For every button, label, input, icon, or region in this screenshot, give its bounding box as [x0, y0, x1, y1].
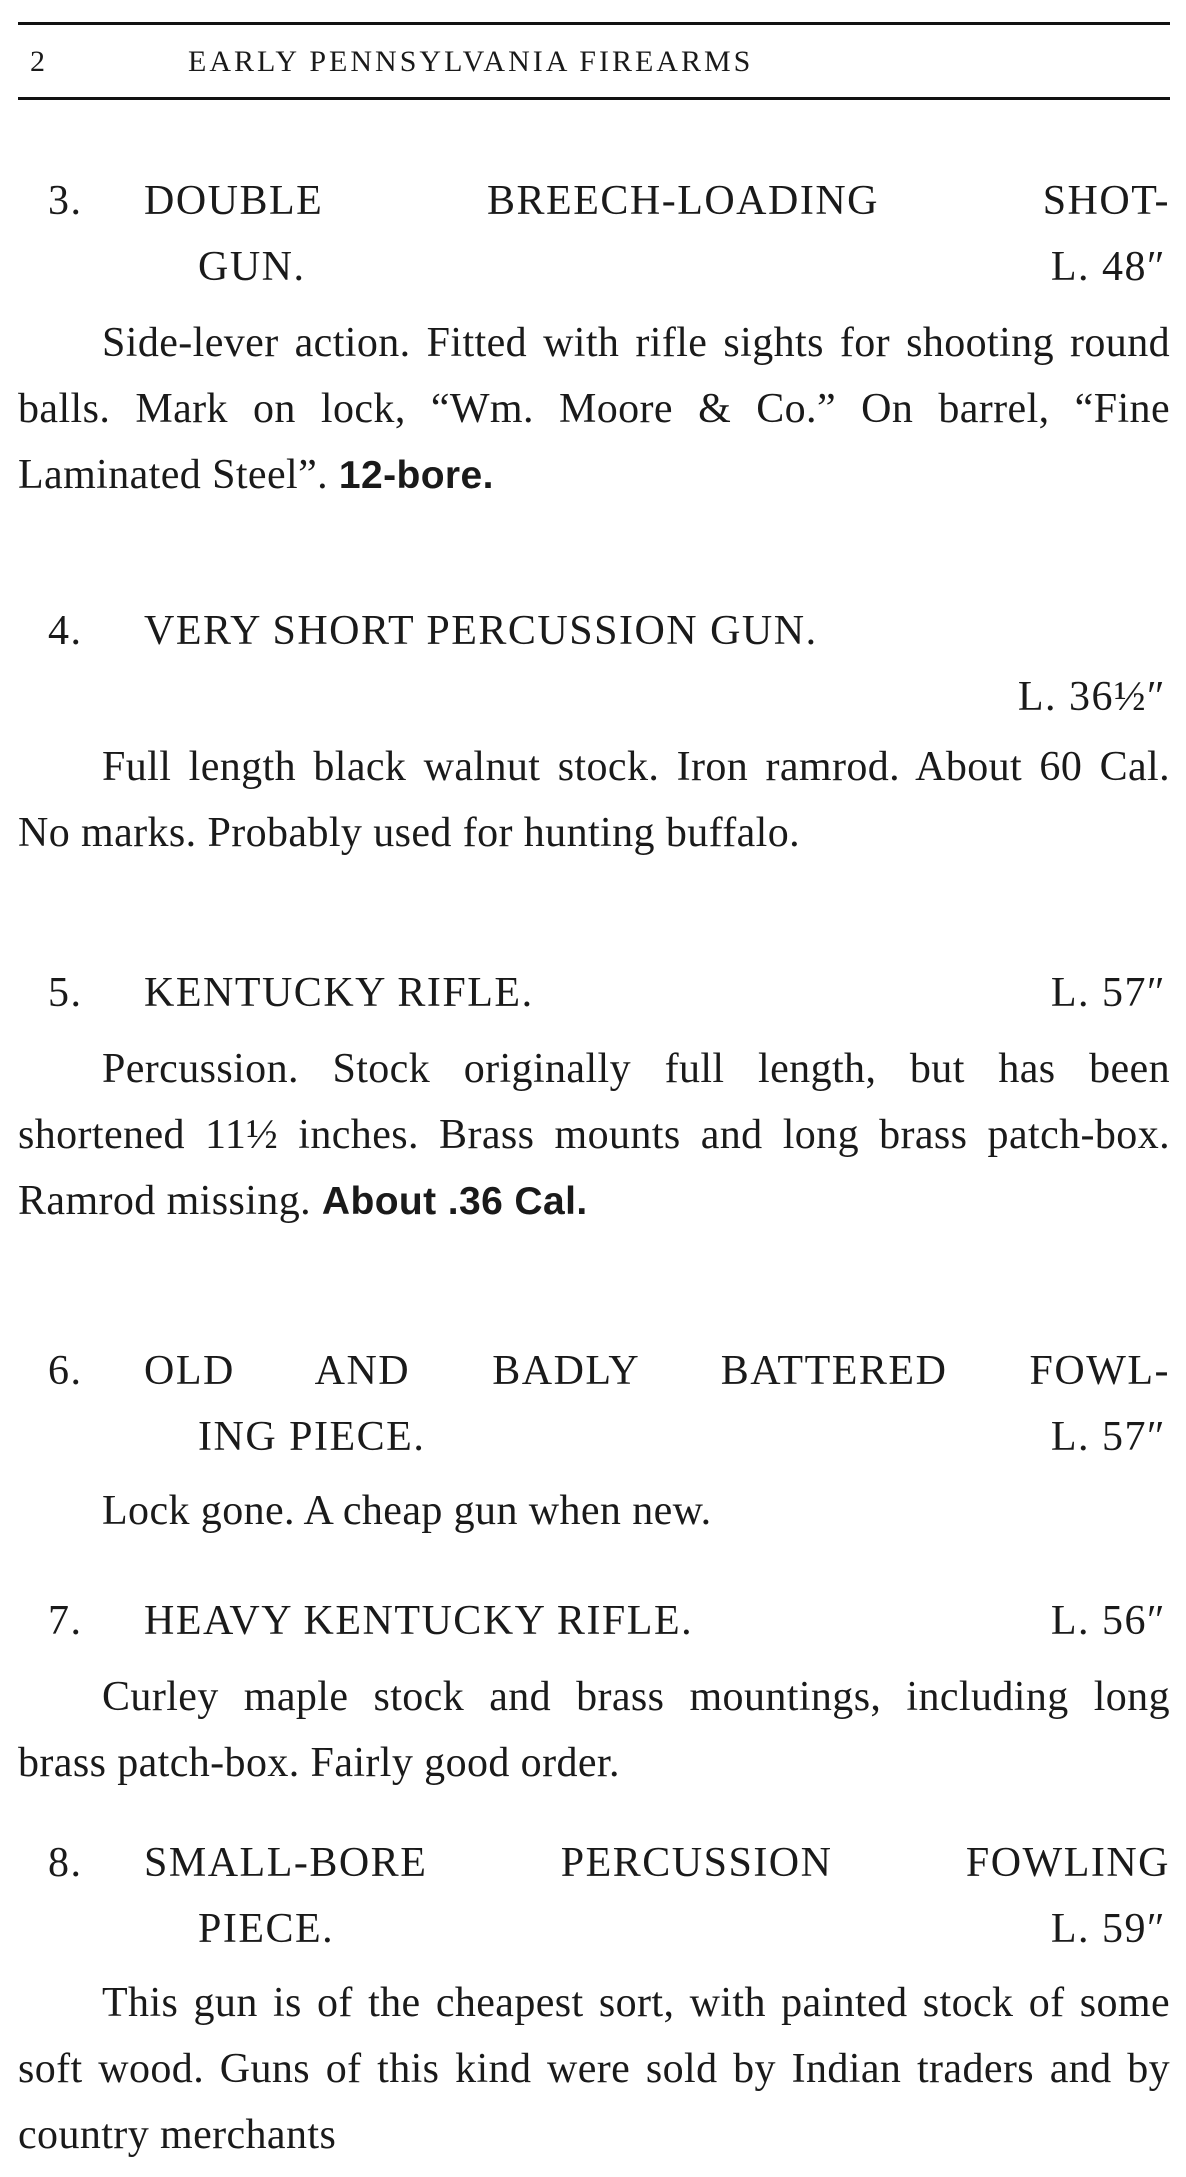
entry-length: L. 57″	[1050, 970, 1166, 1016]
entry-description-bold: 12-bore.	[338, 454, 494, 497]
entry-description-bold: About .36 Cal.	[321, 1180, 588, 1223]
entry-description-text: Curley maple stock and brass mountings, including long brass patch-box. Fairly good order.	[18, 1674, 1170, 1786]
running-title: EARLY PENNSYLVANIA FIREARMS	[188, 45, 754, 78]
entry-title-continued: ING PIECE.	[198, 1414, 426, 1460]
entry-title: DOUBLE BREECH-LOADING SHOT-	[144, 178, 1170, 224]
entry-description-text: This gun is of the cheapest sort, with painted stock of some soft wood. Guns of this kind were sold by Indian traders and by country merchants	[18, 1980, 1170, 2158]
entry-title: SMALL-BORE PERCUSSION FOWLING	[144, 1840, 1170, 1886]
running-header	[18, 22, 1170, 100]
entry-description-text: Side-lever action. Fitted with rifle sights for shooting round balls. Mark on lock, “Wm. Moore & Co.” On barrel, “Fine Laminated Steel”.	[18, 320, 1170, 498]
entry-number: 5.	[48, 970, 83, 1016]
entry-description-text: Lock gone. A cheap gun when new.	[102, 1488, 712, 1534]
entry-length: L. 57″	[1050, 1414, 1166, 1460]
entry-title: OLD AND BADLY BATTERED FOWL-	[144, 1348, 1170, 1394]
entry-number: 6.	[48, 1348, 83, 1394]
entry-number: 3.	[48, 178, 83, 224]
entry-length: L. 36½″	[1017, 674, 1166, 720]
entry-number: 4.	[48, 608, 83, 654]
entry-length: L. 56″	[1050, 1598, 1166, 1644]
entry-number: 8.	[48, 1840, 83, 1886]
entry-description	[18, 734, 1170, 866]
entry-length: L. 48″	[1050, 244, 1166, 290]
page-number: 2	[30, 45, 46, 78]
entry-description-text: Full length black walnut stock. Iron ramrod. About 60 Cal. No marks. Probably used for hunting buffalo.	[18, 744, 1170, 856]
entry-description	[18, 1664, 1170, 1796]
entry-title-continued: PIECE.	[198, 1906, 335, 1952]
entry-description-text: Percussion. Stock originally full length, but has been shortened 11½ inches. Brass mounts and long brass patch-box. Ramrod missing.	[18, 1046, 1170, 1224]
entry-number: 7.	[48, 1598, 83, 1644]
entry-description	[18, 310, 1170, 509]
entry-length: L. 59″	[1050, 1906, 1166, 1952]
entry-description	[18, 1478, 1170, 1544]
entry-title: VERY SHORT PERCUSSION GUN.	[144, 608, 818, 654]
entry-description	[18, 1036, 1170, 1235]
entry-title: HEAVY KENTUCKY RIFLE.	[144, 1598, 694, 1644]
entry-title: KENTUCKY RIFLE.	[144, 970, 534, 1016]
entry-title-continued: GUN.	[198, 244, 306, 290]
entry-description	[18, 1970, 1170, 2168]
